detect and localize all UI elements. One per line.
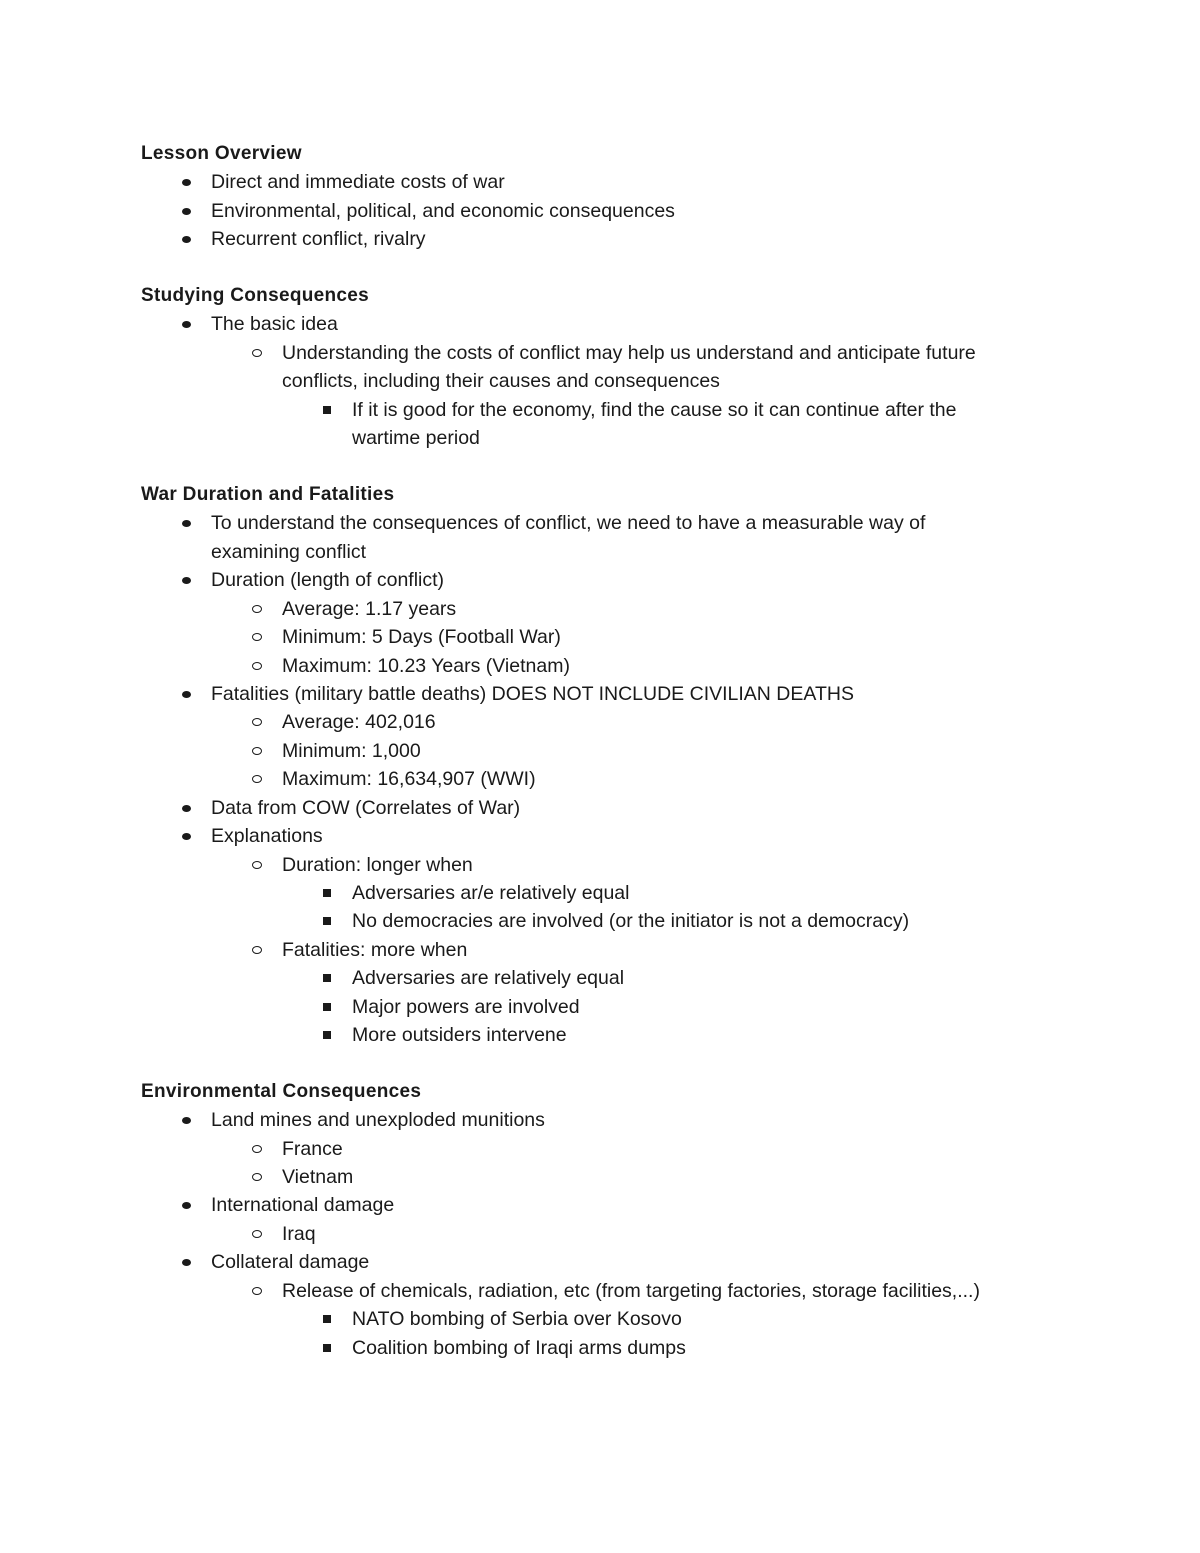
bullet-filled-icon	[176, 822, 196, 851]
bullet-filled-icon	[176, 225, 196, 254]
bullet-hollow-icon	[247, 851, 267, 880]
list-item: Fatalities (military battle deaths) DOES NOT INCLUDE CIVILIAN DEATHS	[211, 680, 854, 709]
list-item: Understanding the costs of conflict may help us understand and anticipate future	[282, 339, 976, 368]
list-item: Minimum: 1,000	[282, 737, 421, 766]
bullet-square-icon	[317, 1305, 337, 1334]
list-item: Land mines and unexploded munitions	[211, 1106, 545, 1135]
list-item: Maximum: 10.23 Years (Vietnam)	[282, 652, 570, 681]
section-heading: War Duration and Fatalities	[141, 484, 395, 505]
list-item: Average: 1.17 years	[282, 595, 456, 624]
bullet-filled-icon	[176, 1248, 196, 1277]
section-heading: Environmental Consequences	[141, 1081, 422, 1102]
list-item: Maximum: 16,634,907 (WWI)	[282, 765, 536, 794]
bullet-hollow-icon	[247, 765, 267, 794]
list-item: Release of chemicals, radiation, etc (from targeting factories, storage facilities,...)	[282, 1277, 980, 1306]
list-item: Recurrent conflict, rivalry	[211, 225, 426, 254]
bullet-hollow-icon	[247, 623, 267, 652]
list-item: More outsiders intervene	[352, 1021, 567, 1050]
list-item: Duration: longer when	[282, 851, 473, 880]
list-item-continuation: examining conflict	[211, 541, 366, 563]
list-item: If it is good for the economy, find the cause so it can continue after the	[352, 396, 957, 425]
list-item: To understand the consequences of conflict, we need to have a measurable way of	[211, 509, 925, 538]
bullet-hollow-icon	[247, 1163, 267, 1192]
list-item: Environmental, political, and economic consequences	[211, 197, 675, 226]
bullet-square-icon	[317, 993, 337, 1022]
list-item: No democracies are involved (or the initiator is not a democracy)	[352, 907, 909, 936]
list-item: Explanations	[211, 822, 323, 851]
list-item: Major powers are involved	[352, 993, 580, 1022]
list-item: Duration (length of conflict)	[211, 566, 444, 595]
bullet-filled-icon	[176, 566, 196, 595]
list-item: Collateral damage	[211, 1248, 369, 1277]
list-item: The basic idea	[211, 310, 338, 339]
bullet-hollow-icon	[247, 339, 267, 368]
list-item: Fatalities: more when	[282, 936, 467, 965]
list-item: Average: 402,016	[282, 708, 436, 737]
bullet-square-icon	[317, 396, 337, 425]
list-item: International damage	[211, 1191, 394, 1220]
bullet-square-icon	[317, 964, 337, 993]
list-item: Adversaries are relatively equal	[352, 964, 624, 993]
bullet-filled-icon	[176, 310, 196, 339]
list-item: Adversaries ar/e relatively equal	[352, 879, 629, 908]
bullet-square-icon	[317, 879, 337, 908]
list-item-continuation: conflicts, including their causes and consequences	[282, 370, 720, 392]
bullet-hollow-icon	[247, 737, 267, 766]
bullet-filled-icon	[176, 794, 196, 823]
section-heading: Lesson Overview	[141, 143, 302, 164]
bullet-filled-icon	[176, 509, 196, 538]
list-item: NATO bombing of Serbia over Kosovo	[352, 1305, 682, 1334]
list-item: Minimum: 5 Days (Football War)	[282, 623, 561, 652]
list-item: Coalition bombing of Iraqi arms dumps	[352, 1334, 686, 1363]
section-heading: Studying Consequences	[141, 285, 370, 306]
bullet-filled-icon	[176, 197, 196, 226]
bullet-hollow-icon	[247, 708, 267, 737]
bullet-filled-icon	[176, 680, 196, 709]
list-item: France	[282, 1135, 343, 1164]
bullet-filled-icon	[176, 168, 196, 197]
bullet-filled-icon	[176, 1191, 196, 1220]
list-item: Iraq	[282, 1220, 316, 1249]
list-item-continuation: wartime period	[352, 427, 480, 449]
list-item: Data from COW (Correlates of War)	[211, 794, 520, 823]
bullet-square-icon	[317, 1334, 337, 1363]
bullet-hollow-icon	[247, 1220, 267, 1249]
bullet-filled-icon	[176, 1106, 196, 1135]
list-item: Vietnam	[282, 1163, 353, 1192]
bullet-hollow-icon	[247, 595, 267, 624]
bullet-square-icon	[317, 1021, 337, 1050]
list-item: Direct and immediate costs of war	[211, 168, 505, 197]
bullet-hollow-icon	[247, 652, 267, 681]
bullet-square-icon	[317, 907, 337, 936]
bullet-hollow-icon	[247, 1135, 267, 1164]
bullet-hollow-icon	[247, 936, 267, 965]
bullet-hollow-icon	[247, 1277, 267, 1306]
